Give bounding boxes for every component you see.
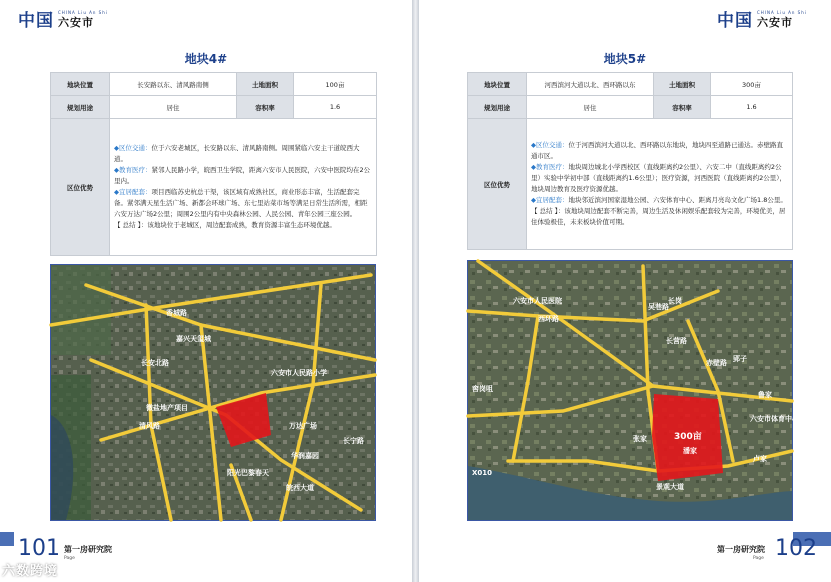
map-label: 鲁家 bbox=[758, 391, 772, 399]
page-word: Page bbox=[753, 556, 764, 561]
map-label: 潘家 bbox=[683, 447, 697, 455]
label-location: 地块位置 bbox=[468, 73, 527, 96]
map-label: 西环路 bbox=[538, 315, 559, 323]
map-label: 清风路 bbox=[139, 422, 160, 430]
brand-city: 六安市 bbox=[58, 16, 94, 29]
plot-area-label: 300亩 bbox=[674, 432, 702, 442]
map-label: 赤壁路 bbox=[706, 359, 727, 367]
page-number: 101 bbox=[18, 536, 60, 561]
label-far: 容积率 bbox=[654, 96, 711, 119]
map-label: 卢家 bbox=[753, 455, 767, 463]
brand-zh: 中国 bbox=[717, 11, 753, 31]
plot-title: 地块4# bbox=[184, 52, 228, 66]
advantage-text: ◆区位交通：位于河西滨河大道以北、西环路以东地块，地块四至道路已通达。赤壁路直通市区。 ◆教育医疗：地块周边城北小学西校区（直线距离约2公里）、六安二中（直线距离约2公里）实验中学初中部（直线距离约1.6公里）；医疗资源，河西医院（直线距离约2公里），地块周边教育及医疗资源优越。 ◆宜居配套：地块邻近滨河国家湿地公园、六安体育中心、距离月亮岛文化广场1.8公里。 【 总结 】：该地块周边配套不断完善，周边生活及休闲娱乐配套较为完善，环境优美，居住体验极佳，未来板块价值可期。 bbox=[527, 119, 793, 250]
brand-logo bbox=[18, 10, 108, 32]
label-use: 规划用途 bbox=[51, 96, 110, 119]
label-advantage: 区位优势 bbox=[51, 119, 110, 256]
page-number: 102 bbox=[775, 536, 817, 561]
institute-name: 第一房研究院 bbox=[717, 545, 765, 554]
map-label: 微盐地产项目 bbox=[146, 404, 188, 412]
plot-info-table bbox=[467, 72, 793, 250]
map-label: 长安北路 bbox=[141, 359, 169, 367]
brand-en: CHINA Liu An Shi bbox=[58, 10, 108, 15]
map-label: 皖西大道 bbox=[286, 484, 314, 492]
map-label: X010 bbox=[472, 469, 493, 477]
advantage-text: ◆区位交通：位于六安老城区，长安路以东、清风路南侧。周围紧临六安主干道皖西大道。 ◆教育医疗：紧邻人民路小学，皖西卫生学院，距离六安市人民医院，六安中医院均在2公里内。 ◆宜居配套：项目西临苏史杭总干渠，该区域有成熟社区，商业形态丰富，生活配套完备。紧邻满天星生活广场、新都会环球广场、东七里站菜市场等满足日常生活所需，相距六安万达广场2公里；周围2公里内有中央森林公园、人民公园、青年公园三座公园。 【 总结 】：该地块位于老城区，周边配套成熟，教育资源丰富生态环境优越。 bbox=[110, 119, 377, 256]
institute-name: 第一房研究院 bbox=[64, 545, 112, 554]
value-location: 河西滨河大道以北、西环路以东 bbox=[527, 73, 654, 96]
map-label: 六安市体育中心 bbox=[750, 415, 799, 423]
map-label: 长宁路 bbox=[343, 437, 364, 445]
plot-info-table bbox=[50, 72, 377, 256]
value-area: 100亩 bbox=[294, 73, 377, 96]
map-label: 六安市人民路小学 bbox=[271, 369, 327, 377]
book-spine bbox=[412, 0, 419, 582]
map-label: 香城路 bbox=[166, 309, 187, 317]
label-area: 土地面积 bbox=[654, 73, 711, 96]
map-label: 万达广场 bbox=[289, 422, 317, 430]
value-location: 长安路以东、清风路南侧 bbox=[110, 73, 237, 96]
value-use: 居住 bbox=[110, 96, 237, 119]
value-area: 300亩 bbox=[711, 73, 793, 96]
label-location: 地块位置 bbox=[51, 73, 110, 96]
brand-city: 六安市 bbox=[757, 16, 793, 29]
left-page bbox=[0, 0, 412, 582]
page-word: Page bbox=[64, 556, 75, 561]
value-use: 居住 bbox=[527, 96, 654, 119]
map-label: 长营路 bbox=[666, 337, 687, 345]
label-advantage: 区位优势 bbox=[468, 119, 527, 250]
map-label: 景观大道 bbox=[656, 483, 684, 491]
page-bar bbox=[0, 532, 14, 546]
map-label: 长岗 bbox=[668, 297, 682, 305]
map-label: 张家 bbox=[633, 435, 647, 443]
label-area: 土地面积 bbox=[237, 73, 294, 96]
label-far: 容积率 bbox=[237, 96, 294, 119]
location-map bbox=[467, 260, 799, 521]
value-far: 1.6 bbox=[711, 96, 793, 119]
map-label: 阳光巴黎春天 bbox=[227, 469, 269, 477]
label-use: 规划用途 bbox=[468, 96, 527, 119]
map-label: 郢子 bbox=[733, 355, 747, 363]
map-label: 嘉兴天玺城 bbox=[176, 335, 211, 343]
map-label: 窖岗咀 bbox=[472, 385, 493, 393]
watermark: 六数跨境 bbox=[2, 564, 59, 579]
brand-logo bbox=[717, 10, 807, 32]
plot-title: 地块5# bbox=[603, 52, 647, 66]
map-label: 六安市人民医院 bbox=[513, 297, 562, 305]
value-far: 1.6 bbox=[294, 96, 377, 119]
right-page bbox=[419, 0, 831, 582]
brand-en: CHINA Liu An Shi bbox=[757, 10, 807, 15]
location-map bbox=[50, 264, 376, 521]
map-label: 华润嘉园 bbox=[291, 452, 319, 460]
map-label: 吴巷路 bbox=[648, 303, 669, 311]
brand-zh: 中国 bbox=[18, 11, 54, 31]
